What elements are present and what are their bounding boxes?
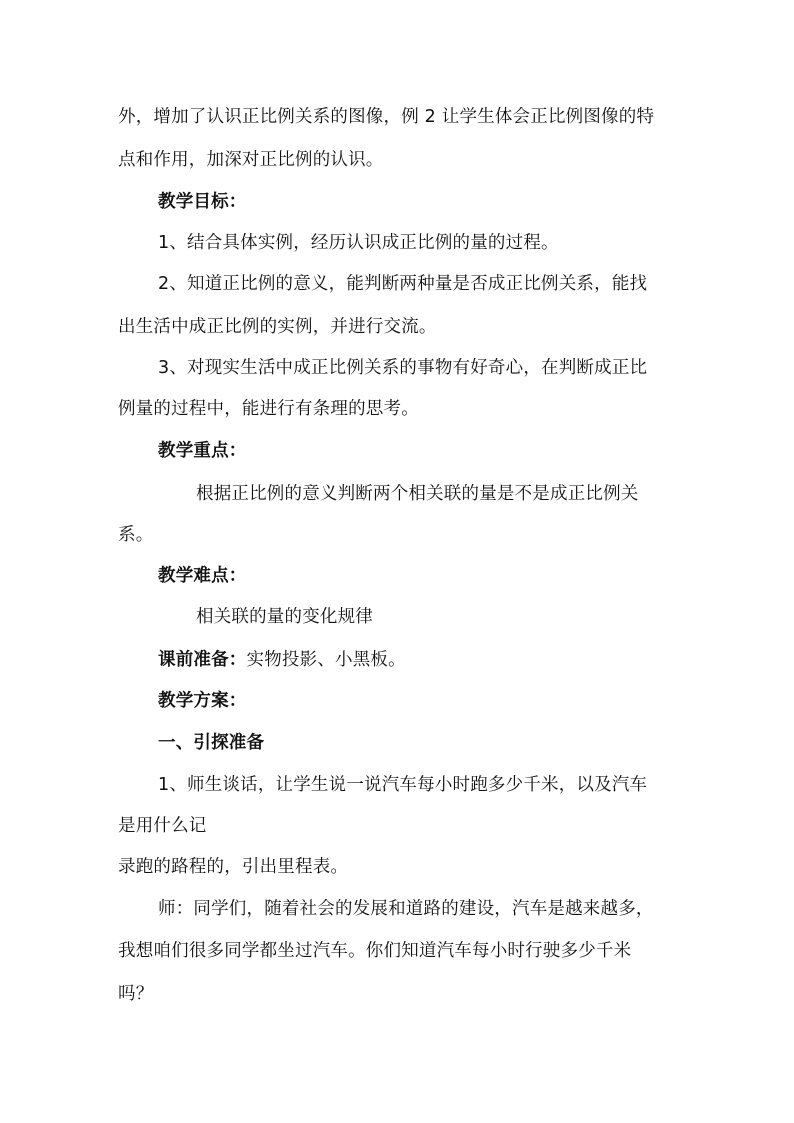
section-heading-difficulties: 教学难点： [158,566,247,586]
paragraph-line: 系。 [118,525,154,545]
preparation-text: 实物投影、小黑板。 [246,650,406,670]
paragraph-line: 是用什么记 [118,816,207,836]
paragraph-line: 师：同学们，随着社会的发展和道路的建设，汽车是越来越多， [158,899,654,919]
paragraph-line: 我想咱们很多同学都坐过汽车。你们知道汽车每小时行驶多少千米 [118,941,632,961]
section-heading-objectives: 教学目标： [158,192,247,212]
paragraph-line: 点和作用，加深对正比例的认识。 [118,150,384,170]
subsection-heading-1: 一、引探准备 [158,733,265,753]
paragraph-line: 出生活中成正比例的实例，并进行交流。 [118,317,437,337]
objective-item-2: 2、知道正比例的意义，能判断两种量是否成正比例关系，能找 [158,274,648,294]
preparation-label: 课前准备： [158,650,247,670]
preparation-line [158,648,718,672]
objective-item-3: 3、对现实生活中成正比例关系的事物有好奇心，在判断成正比 [158,358,648,378]
paragraph-line: 相关联的量的变化规律 [196,607,373,627]
section-heading-key-points: 教学重点： [158,441,247,461]
paragraph-line: 录跑的路程的，引出里程表。 [118,857,349,877]
section-heading-plan: 教学方案： [158,691,247,711]
objective-item-1: 1、结合具体实例，经历认识成正比例的量的过程。 [158,233,559,253]
paragraph-line: 外，增加了认识正比例关系的图像，例 2 让学生体会正比例图像的特 [118,107,655,127]
paragraph-line: 吗？ [118,984,154,1004]
paragraph-line: 根据正比例的意义判断两个相关联的量是不是成正比例关 [196,484,639,504]
paragraph-line: 1、师生谈话，让学生说一说汽车每小时跑多少千米，以及汽车 [158,775,648,795]
paragraph-line: 例量的过程中，能进行有条理的思考。 [118,399,419,419]
